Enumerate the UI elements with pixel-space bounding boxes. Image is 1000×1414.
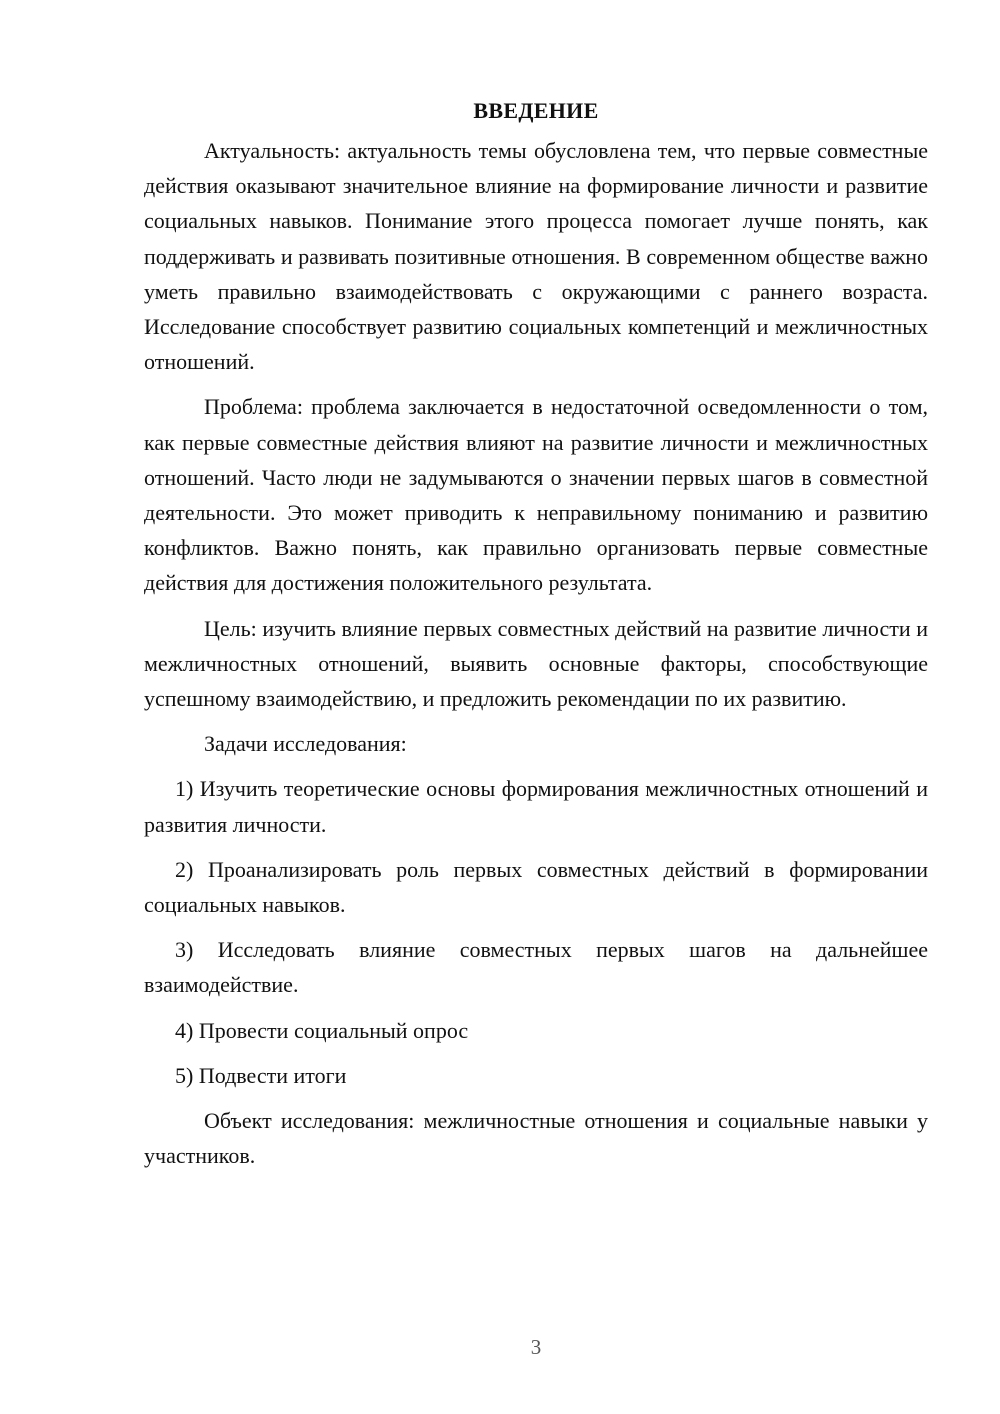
paragraph-goal: Цель: изучить влияние первых совместных действий на развитие личности и межличностных отношений, выявить основные факторы, способствующие успешному взаимодействию, и предложить рекомендации по их развитию. [144,615,928,712]
page-number: 3 [530,1335,542,1359]
paragraph-object: Объект исследования: межличностные отношения и социальные навыки у участников. [144,1108,928,1169]
page-body [144,93,928,1183]
paragraph-relevance: Актуальность: актуальность темы обусловлена тем, что первые совместные действия оказывают значительное влияние на формирование личности и развитие социальных навыков. Понимание этого процесса помогает лучше понять, как поддерживать и развивать позитивные отношения. В современном обществе важно уметь правильно взаимодействовать с окружающими с раннего возраста. Исследование способствует развитию социальных компетенций и межличностных отношений. [144,138,928,375]
list-item-task-3: 3) Исследовать влияние совместных первых шагов на дальнейшее взаимодействие. [144,937,928,998]
list-item-task-1: 1) Изучить теоретические основы формирования межличностных отношений и развития личности. [144,776,928,837]
list-item-task-5: 5) Подвести итоги [175,1062,347,1088]
paragraph-tasks-title: Задачи исследования: [204,731,407,757]
paragraph-problem: Проблема: проблема заключается в недостаточной осведомленности о том, как первые совместные действия влияют на развитие личности и межличностных отношений. Часто люди не задумываются о значении первых шагов в совместной деятельности. Это может приводить к неправильному пониманию и развитию конфликтов. Важно понять, как правильно организовать первые совместные действия для достижения положительного результата. [144,394,928,596]
list-item-task-4: 4) Провести социальный опрос [175,1017,469,1043]
list-item-task-2: 2) Проанализировать роль первых совместных действий в формировании социальных навыков. [144,856,928,918]
section-heading: ВВЕДЕНИЕ [473,98,599,123]
